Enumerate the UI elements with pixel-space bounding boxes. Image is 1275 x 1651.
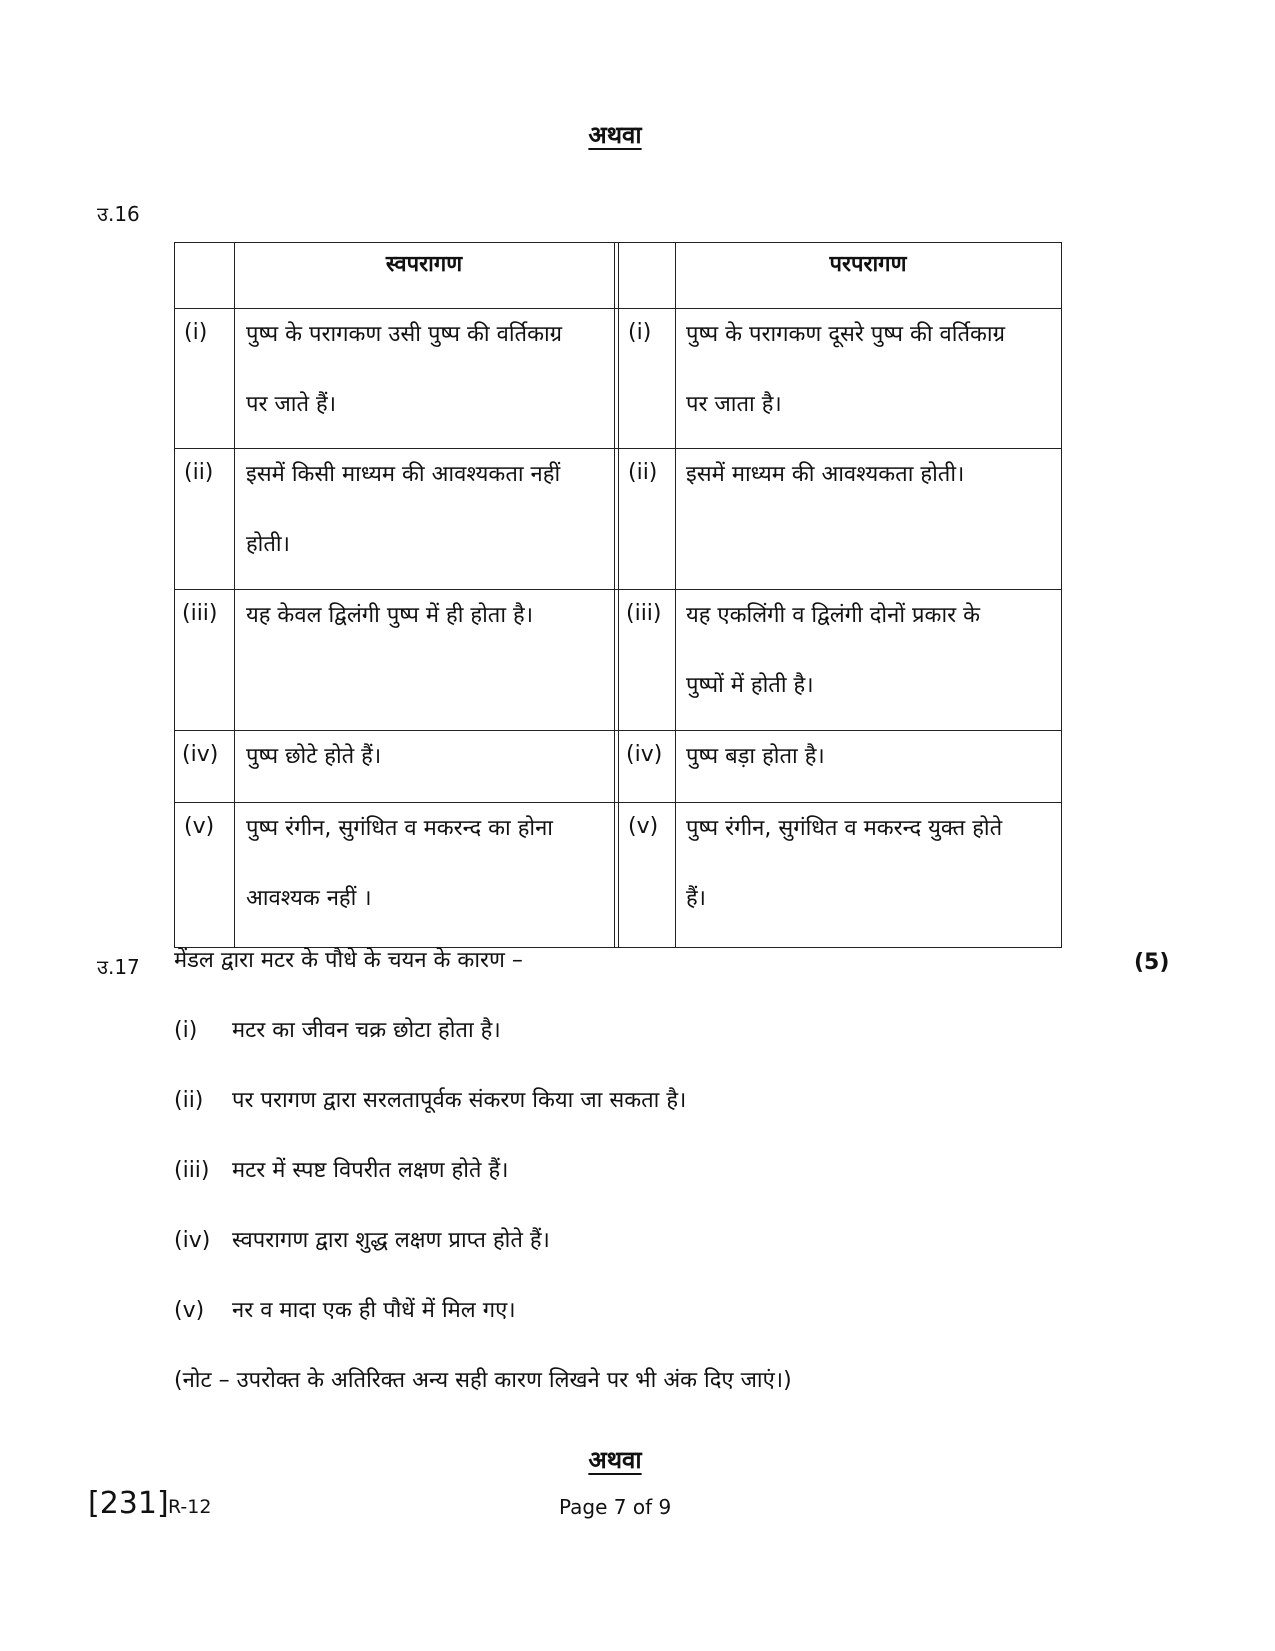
row-iii-left-line1: यह केवल द्विलंगी पुष्प में ही होता है। <box>246 603 534 628</box>
row-v-right-line2: हैं। <box>686 886 707 911</box>
row-ii-right-line1: इसमें माध्यम की आवश्यकता होती। <box>686 462 965 487</box>
row-i-left-line1: पुष्प के परागकण उसी पुष्प की वर्तिकाग्र <box>246 322 563 347</box>
row-ii-left-line2: होती। <box>246 532 290 557</box>
q17-item-iv-text: स्वपरागण द्वारा शुद्ध लक्षण प्राप्त होते हैं। <box>232 1228 550 1253</box>
row-i-number-right: (i) <box>628 320 652 345</box>
row-iii-right-line2: पुष्पों में होती है। <box>686 673 814 698</box>
footer-page-number: Page 7 of 9 <box>559 1495 672 1519</box>
row-v-number-left: (v) <box>184 814 215 839</box>
row-iv-left-line1: पुष्प छोटे होते हैं। <box>246 744 382 769</box>
row-iii-right-line1: यह एकलिंगी व द्विलंगी दोनों प्रकार के <box>686 603 981 628</box>
row-i-number-left: (i) <box>184 320 208 345</box>
row-iv-right-line1: पुष्प बड़ा होता है। <box>686 744 825 769</box>
header-self-pollination: स्वपरागण <box>385 252 463 277</box>
row-ii-number-left: (ii) <box>184 460 214 485</box>
q17-item-iv-number: (iv) <box>174 1228 211 1253</box>
row-i-right-line1: पुष्प के परागकण दूसरे पुष्प की वर्तिकाग्र <box>686 322 1006 347</box>
question-17-intro: मेंडल द्वारा मटर के पौधे के चयन के कारण – <box>174 948 523 973</box>
q17-item-ii-number: (ii) <box>174 1088 204 1113</box>
row-iv-number-left: (iv) <box>182 742 219 767</box>
footer-series: R-12 <box>168 1496 212 1518</box>
row-v-number-right: (v) <box>628 814 659 839</box>
q17-item-v-number: (v) <box>174 1298 205 1323</box>
q17-item-iii-text: मटर में स्पष्ट विपरीत लक्षण होते हैं। <box>232 1158 509 1183</box>
row-i-right-line2: पर जाता है। <box>686 392 782 417</box>
row-i-left-line2: पर जाते हैं। <box>246 392 337 417</box>
question-17-label: उ.17 <box>97 955 140 979</box>
comparison-table <box>174 242 1062 948</box>
row-iv-number-right: (iv) <box>626 742 663 767</box>
q17-item-ii-text: पर परागण द्वारा सरलतापूर्वक संकरण किया जा सकता है। <box>232 1088 687 1113</box>
q17-item-v-text: नर व मादा एक ही पौधें में मिल गए। <box>232 1298 516 1323</box>
row-v-left-line1: पुष्प रंगीन, सुगंधित व मकरन्द का होना <box>246 816 553 841</box>
row-ii-number-right: (ii) <box>628 460 658 485</box>
question-16-label: उ.16 <box>97 202 140 226</box>
heading-athva-bottom: अथवा <box>588 1446 642 1474</box>
q17-note: (नोट – उपरोक्त के अतिरिक्त अन्य सही कारण लिखने पर भी अंक दिए जाएं।) <box>174 1368 792 1393</box>
marks-badge: (5) <box>1134 950 1170 975</box>
header-cross-pollination: परपरागण <box>829 252 907 277</box>
row-v-right-line1: पुष्प रंगीन, सुगंधित व मकरन्द युक्त होते <box>686 816 1003 841</box>
row-iii-number-left: (iii) <box>182 601 218 626</box>
q17-item-i-text: मटर का जीवन चक्र छोटा होता है। <box>232 1018 501 1043</box>
row-iii-number-right: (iii) <box>626 601 662 626</box>
row-ii-left-line1: इसमें किसी माध्यम की आवश्यकता नहीं <box>246 462 561 487</box>
heading-athva-top: अथवा <box>588 121 642 149</box>
footer-paper-code: [231] <box>88 1486 169 1521</box>
row-v-left-line2: आवश्यक नहीं । <box>246 886 372 911</box>
q17-item-i-number: (i) <box>174 1018 198 1043</box>
q17-item-iii-number: (iii) <box>174 1158 210 1183</box>
